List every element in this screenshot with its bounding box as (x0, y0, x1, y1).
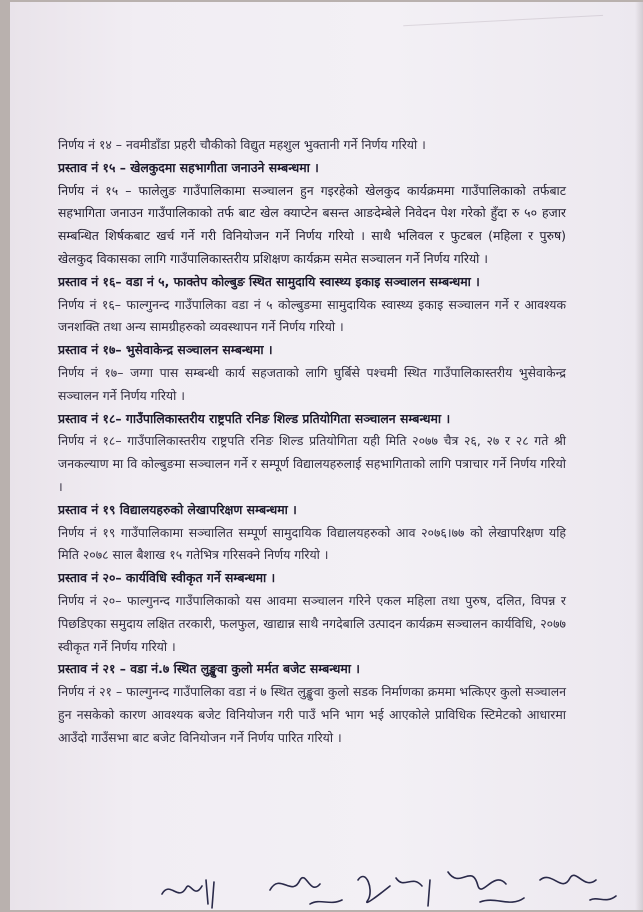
document-page (10, 2, 643, 910)
decision-15: निर्णय नं १५ – फालेलुङ गाउँपालिकामा सञ्चालन हुन गइरहेको खेलकुद कार्यक्रममा गाउँपालिकाको तर्फबाट सहभागिता जनाउन गाउँपालिकाको तर्फ बाट खेल क्याप्टेन बसन्त आङदेम्बेले निवेदन पेश गरेको हुँदा रु ५० हजार सम्बन्धित शिर्षकबाट खर्च गर्ने गरी विनियोजन गर्ने निर्णय गरियो । साथै भलिवल र फुटबल (महिला र पुरुष) खेलकुद विकासका लागि गाउँपालिकास्तरीय प्रशिक्षण कार्यक्रम समेत सञ्चालन गर्ने निर्णय गरियो । (58, 182, 566, 266)
signature-5 (540, 875, 616, 900)
paper-fold-mark (403, 15, 606, 96)
decision-20: निर्णय नं २०– फाल्गुनन्द गाउँपालिकाको यस आवमा सञ्चालन गरिने एकल महिला तथा पुरुष, दलित, विपन्न र पिछडिएका समुदाय लक्षित तरकारी, फलफुल, खाद्यान्न साथै नगदेबालि उत्पादन कार्यक्रम सञ्चालन कार्यविधि, २०७७ स्वीकृत गर्ने निर्णय गरियो । (58, 592, 566, 654)
decision-18: निर्णय नं १८– गाउँपालिकास्तरीय राष्ट्रपति रनिङ शिल्ड प्रतियोगिता यही मिति २०७७ चैत्र २६, २७ र २८ गते श्री जनकल्याण मा वि कोल्बुङमा सञ्चालन गर्ने र सम्पूर्ण विद्यालयहरुलाई सहभागिताको लागि पत्राचार गर्ने निर्णय गरियो । (58, 433, 566, 494)
decision-19: निर्णय नं १९ गाउँपालिकामा सञ्चालित सम्पूर्ण सामुदायिक विद्यालयहरुको आव २०७६।७७ को लेखापरिक्षण यहि मिति २०७८ साल बैशाख १५ गतेभित्र गरिसक्ने निर्णय गरियो । (58, 524, 566, 563)
signature-2 (270, 878, 342, 904)
decision-17: निर्णय नं १७– जग्गा पास सम्बन्धी कार्य सहजताको लागि घुर्बिसे पश्चमी स्थित गाउँपालिकास्तरीय भुसेवाकेन्द्र सञ्चालन गर्ने निर्णय गरियो । (58, 364, 566, 403)
proposal-16: प्रस्ताव नं १६– वडा नं ५, फाक्तेप कोल्बुङ स्थित सामुदायि स्वास्थ्य इकाइ सञ्चालन सम्बन्धमा । (58, 273, 480, 289)
decision-14: निर्णय नं १४ – नवमीडाँडा प्रहरी चौकीको विद्युत महशुल भुक्तानी गर्ने निर्णय गरियो । (58, 137, 426, 152)
decision-21: निर्णय नं २१ – फाल्गुनन्द गाउँपालिका वडा नं ७ स्थित लुङ्खुवा कुलो सडक निर्माणका क्रममा भत्किएर कुलो सञ्चालन हुन नसकेको कारण आवश्यक बजेट विनियोजन गरी पाउँ भनि भाग भई आएकोले प्राविधिक स्टिमेटको आधारमा आउँदो गाउँसभा बाट बजेट विनियोजन गर्ने निर्णय पारित गरियो । (58, 684, 566, 745)
signature-1 (162, 880, 214, 908)
proposal-19: प्रस्ताव नं १९ विद्यालयहरुको लेखापरिक्षण सम्बन्धमा । (58, 501, 297, 517)
proposal-20: प्रस्ताव नं २०– कार्यविधि स्वीकृत गर्ने सम्बन्धमा । (58, 570, 276, 586)
decision-16: निर्णय नं १६– फाल्गुनन्द गाउँपालिका वडा नं ५ कोल्बुङमा सामुदायिक स्वास्थ्य इकाइ सञ्चालन गर्ने र आवश्यक जनशक्ति तथा अन्य सामग्रीहरुको व्यवस्थापन गर्ने निर्णय गरियो । (58, 296, 566, 335)
proposal-15: प्रस्ताव नं १५ – खेलकुदमा सहभागीता जनाउने सम्बन्धमा । (58, 159, 319, 175)
signature-3 (358, 877, 430, 906)
proposal-21: प्रस्ताव नं २१ – वडा नं.७ स्थित लुङ्खुवा कुलो मर्मत बजेट सम्बन्धमा । (58, 661, 360, 677)
proposal-18: प्रस्ताव नं १८– गाउँपालिकास्तरीय राष्ट्रपति रनिङ शिल्ड प्रतियोगिता सञ्चालन सम्बन्धमा । (58, 410, 451, 426)
signature-4 (448, 872, 524, 902)
signatures (160, 850, 620, 912)
page-edge-shadow (635, 2, 643, 910)
minutes-text (58, 134, 566, 750)
proposal-17: प्रस्ताव नं १७– भुसेवाकेन्द्र सञ्चालन सम्बन्धमा । (58, 342, 273, 358)
